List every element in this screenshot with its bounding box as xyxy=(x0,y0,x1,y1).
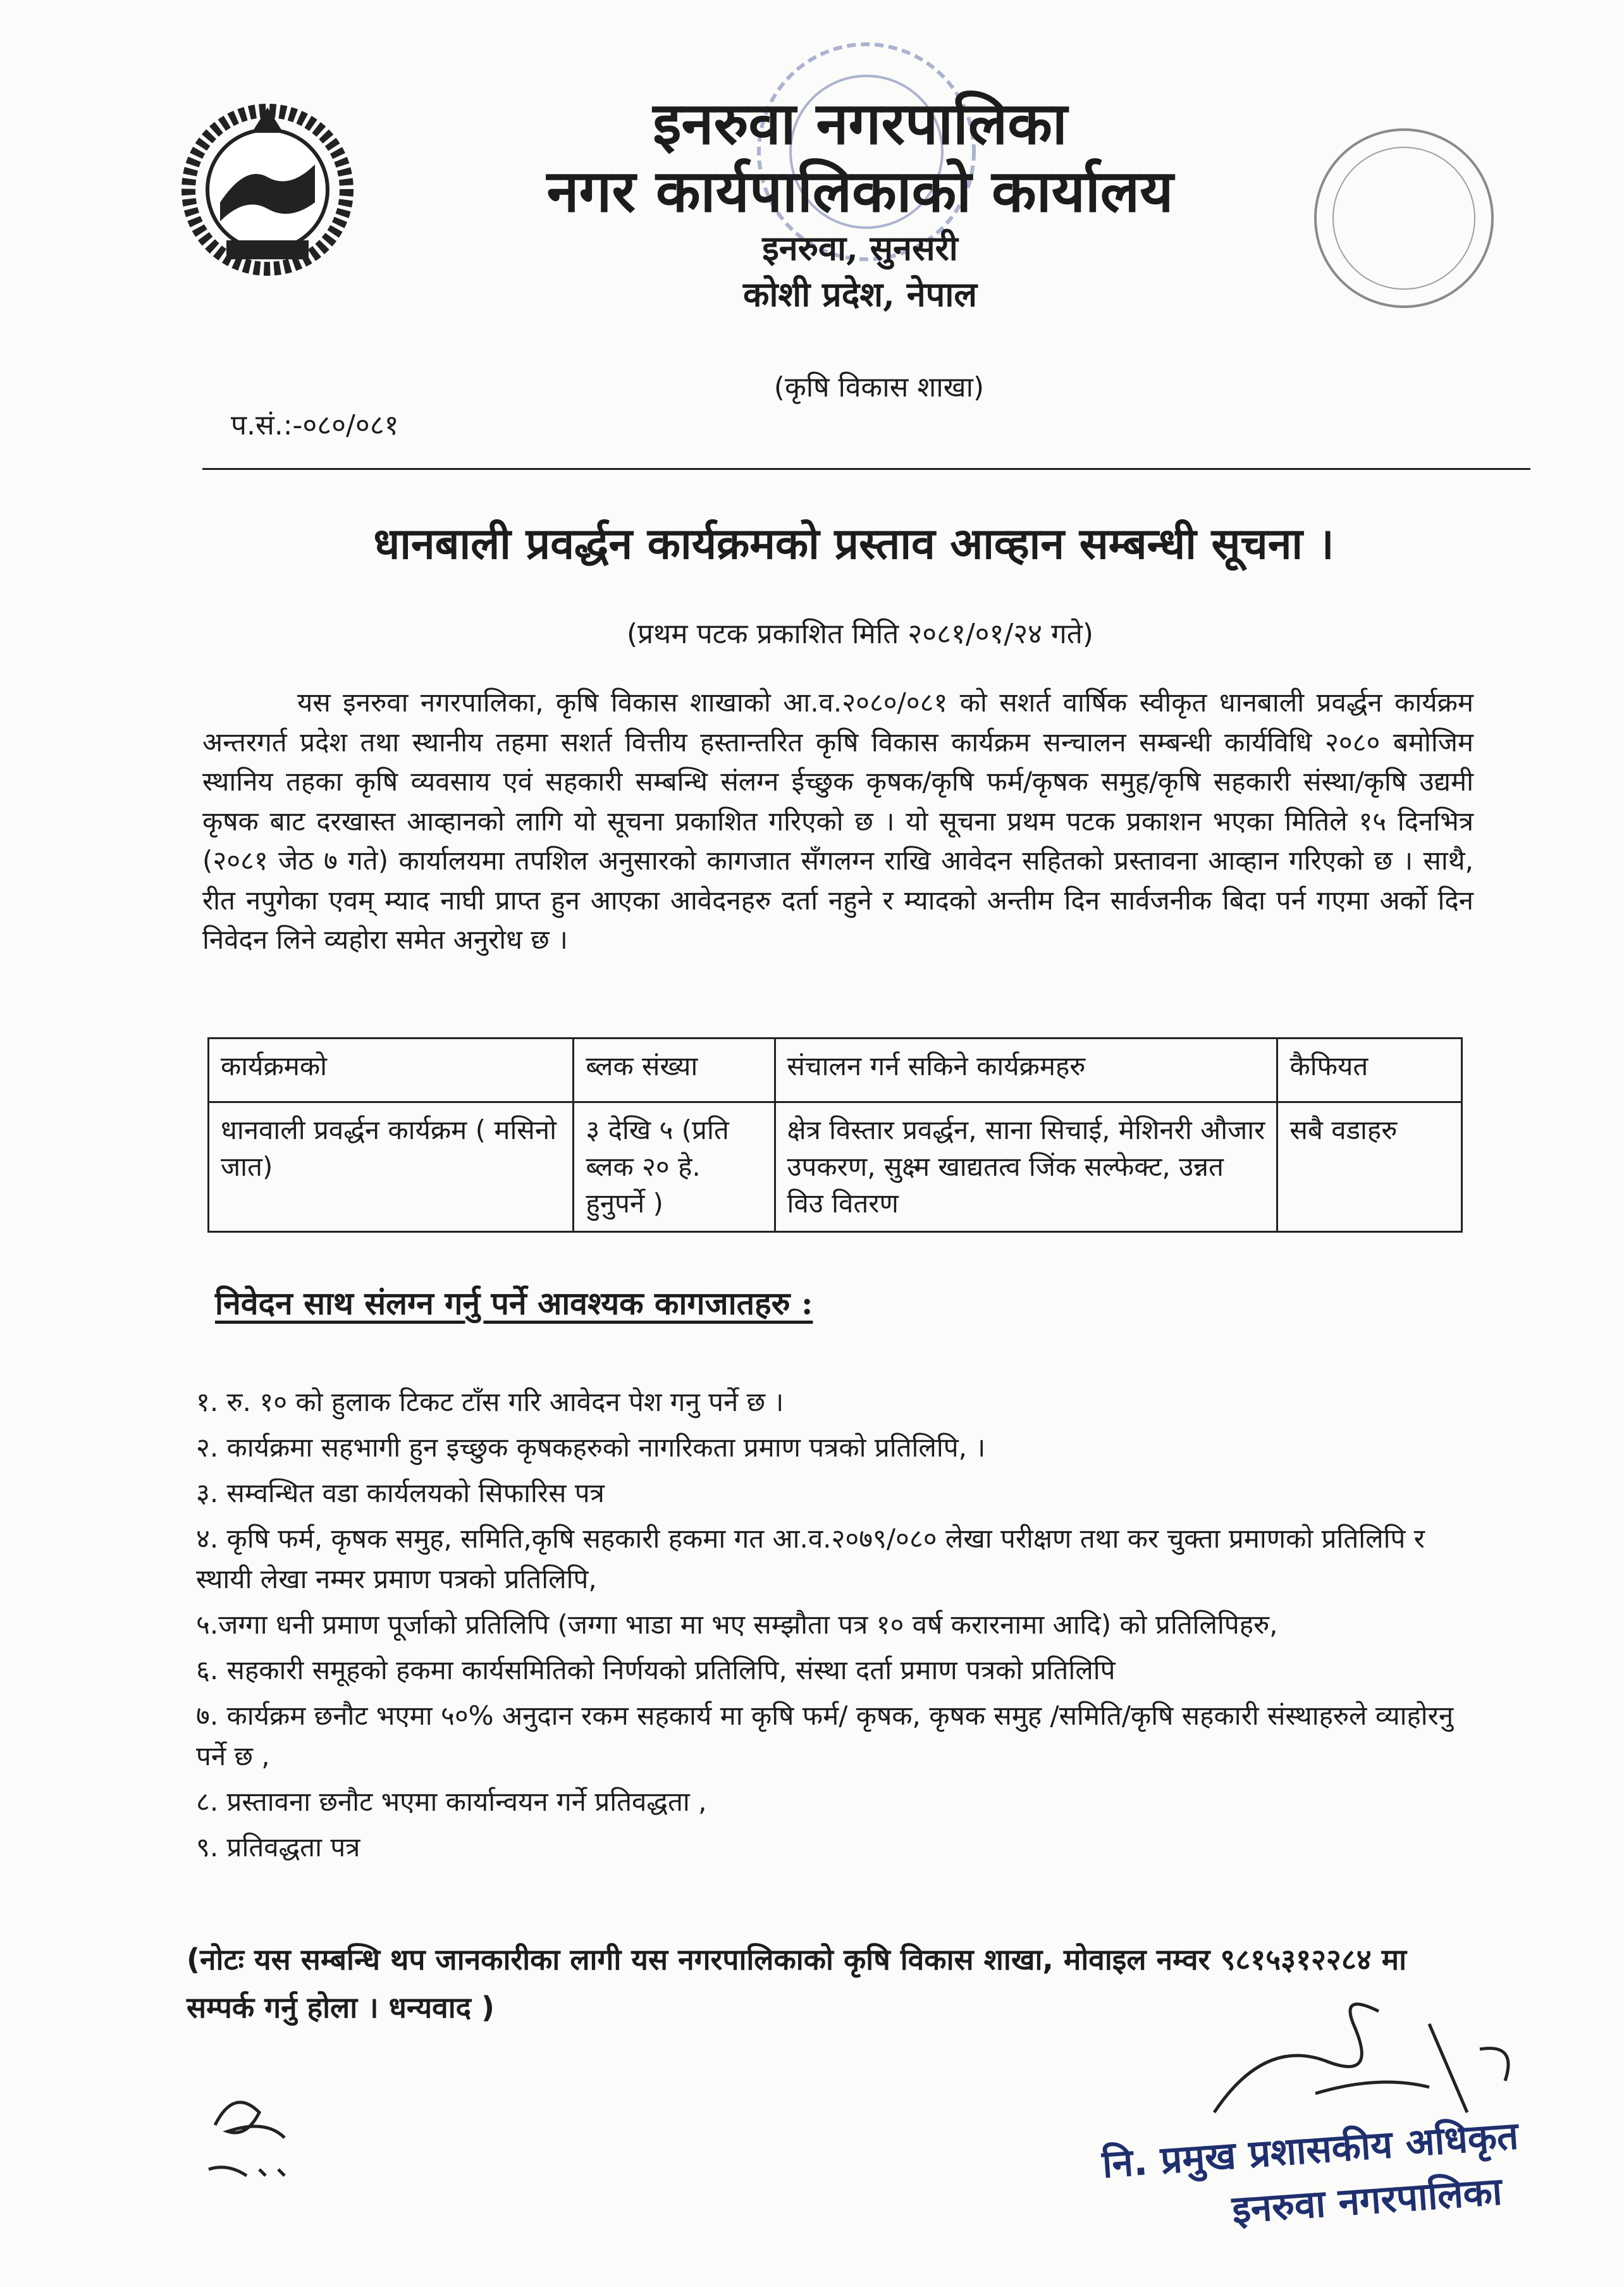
program-table xyxy=(207,1037,1463,1233)
list-item: २. कार्यक्रमा सहभागी हुन इच्छुक कृषकहरुको नागरिकता प्रमाण पत्रको प्रतिलिपि, । xyxy=(196,1432,986,1463)
header-program: कार्यक्रमको xyxy=(209,1039,574,1102)
list-item: ७. कार्यक्रम छनौट भएमा ५०% अनुदान रकम सहकार्य मा कृषि फर्म/ कृषक, कृषक समुह /समिति/कृषि सहकारी संस्थाहरुले व्याहोरनु पर्ने छ , xyxy=(196,1700,1454,1772)
table-header-row xyxy=(209,1039,1462,1102)
reference-number: प.सं.:-०८०/०८१ xyxy=(231,409,399,441)
contact-note: (नोटः यस सम्बन्धि थप जानकारीका लागी यस नगरपालिकाको कृषि विकास शाखा, मोवाइल नम्वर ९८१५३१२२८४ मा सम्पर्क गर्नु होला । धन्यवाद ) xyxy=(187,1942,1407,2025)
office-subtitle: नगर कार्यपालिकाको कार्यालय xyxy=(546,157,1174,226)
notice-title: धानबाली प्रवर्द्धन कार्यक्रमको प्रस्ताव आव्हान सम्बन्धी सूचना । xyxy=(373,519,1334,569)
office-stamp-icon xyxy=(1303,117,1505,319)
list-item: १. रु. १० को हुलाक टिकट टाँस गरि आवेदन पेश गनु पर्ने छ । xyxy=(196,1386,784,1417)
list-item: ८. प्रस्तावना छनौट भएमा कार्यान्वयन गर्ने प्रतिवद्धता , xyxy=(196,1786,707,1817)
header-divider xyxy=(202,468,1530,470)
initials-signature-icon xyxy=(190,2074,329,2201)
officer-office: इनरुवा नगरपालिका xyxy=(1231,2169,1504,2233)
nepal-emblem-icon xyxy=(163,95,372,278)
header-activities: संचालन गर्न सकिने कार्यक्रमहरु xyxy=(775,1039,1277,1102)
required-docs-list xyxy=(196,1382,1473,1873)
header-remarks: कैफियत xyxy=(1277,1039,1462,1102)
office-header xyxy=(481,89,1240,317)
publication-date: (प्रथम पटक प्रकाशित मिति २०८१/०१/२४ गते) xyxy=(626,618,1094,650)
header-block-count: ब्लक संख्या xyxy=(574,1039,775,1102)
address-line-1: इनरुवा, सुनसरी xyxy=(762,228,958,269)
notice-body: यस इनरुवा नगरपालिका, कृषि विकास शाखाको आ.व.२०८०/०८१ को सशर्त वार्षिक स्वीकृत धानबाली प्रवर्द्धन कार्यक्रम अन्तरगर्त प्रदेश तथा स्थानीय तहमा सशर्त वित्तीय हस्तान्तरित कृषि विकास कार्यक्रम सन्चालन सम्बन्धी कार्यविधि २०८० बमोजिम स्थानिय तहका कृषि व्यवसाय एवं सहकारी सम्बन्धि संलग्न ईच्छुक कृषक/कृषि फर्म/कृषक समुह/कृषि सहकारी संस्था/कृषि उद्यमी कृषक बाट दरखास्त आव्हानको लागि यो सूचना प्रकाशित गरिएको छ । यो सूचना प्रथम पटक प्रकाशन भएका मितिले १५ दिनभित्र (२०८१ जेठ ७ गते) कार्यालयमा तपशिल अनुसारको कागजात सँगलग्न राखि आवेदन सहितको प्रस्तावना आव्हान गरिएको छ । साथै, रीत नपुगेका एवम् म्याद नाघी प्राप्त हुन आएका आवेदनहरु दर्ता नहुने र म्यादको अन्तीम दिन सार्वजनीक बिदा पर्न गएमा अर्को दिन निवेदन लिने व्यहोरा समेत अनुरोध छ । xyxy=(202,687,1473,955)
cell-program: धानवाली प्रवर्द्धन कार्यक्रम ( मसिनो जात) xyxy=(209,1102,574,1232)
address-line-2: कोशी प्रदेश, नेपाल xyxy=(743,274,977,315)
required-docs-heading: निवेदन साथ संलग्न गर्नु पर्ने आवश्यक कागजातहरु : xyxy=(215,1285,813,1322)
list-item: ९. प्रतिवद्धता पत्र xyxy=(196,1832,360,1863)
list-item: ६. सहकारी समूहको हकमा कार्यसमितिको निर्णयको प्रतिलिपि, संस्था दर्ता प्रमाण पत्रको प्रतिलिपि xyxy=(196,1655,1116,1686)
branch-name: (कृषि विकास शाखा) xyxy=(773,371,985,404)
officer-stamp xyxy=(1100,2107,1549,2246)
list-item: ४. कृषि फर्म, कृषक समुह, समिति,कृषि सहकारी हकमा गत आ.व.२०७९/०८० लेखा परीक्षण तथा कर चुक्ता प्रमाणको प्रतिलिपि र स्थायी लेखा नम्मर प्रमाण पत्रको प्रतिलिपि, xyxy=(196,1523,1425,1594)
list-item: ५.जग्गा धनी प्रमाण पूर्जाको प्रतिलिपि (जग्गा भाडा मा भए सम्झौता पत्र १० वर्ष करारनामा आदि) को प्रतिलिपिहरु, xyxy=(196,1609,1278,1640)
cell-activities: क्षेत्र विस्तार प्रवर्द्धन, साना सिचाई, मेशिनरी औजार उपकरण, सुक्ष्म खाद्यतत्व जिंक सल्फेक्ट, उन्नत विउ वितरण xyxy=(775,1102,1277,1232)
officer-title: नि. प्रमुख प्रशासकीय अधिकृत xyxy=(1100,2113,1520,2187)
list-item: ३. सम्वन्धित वडा कार्यलयको सिफारिस पत्र xyxy=(196,1477,605,1508)
cell-remarks: सबै वडाहरु xyxy=(1277,1102,1462,1232)
office-name: इनरुवा नगरपालिका xyxy=(653,89,1067,157)
cell-block-count: ३ देखि ५ (प्रति ब्लक २० हे. हुनुपर्ने ) xyxy=(574,1102,775,1232)
table-row xyxy=(209,1102,1462,1232)
